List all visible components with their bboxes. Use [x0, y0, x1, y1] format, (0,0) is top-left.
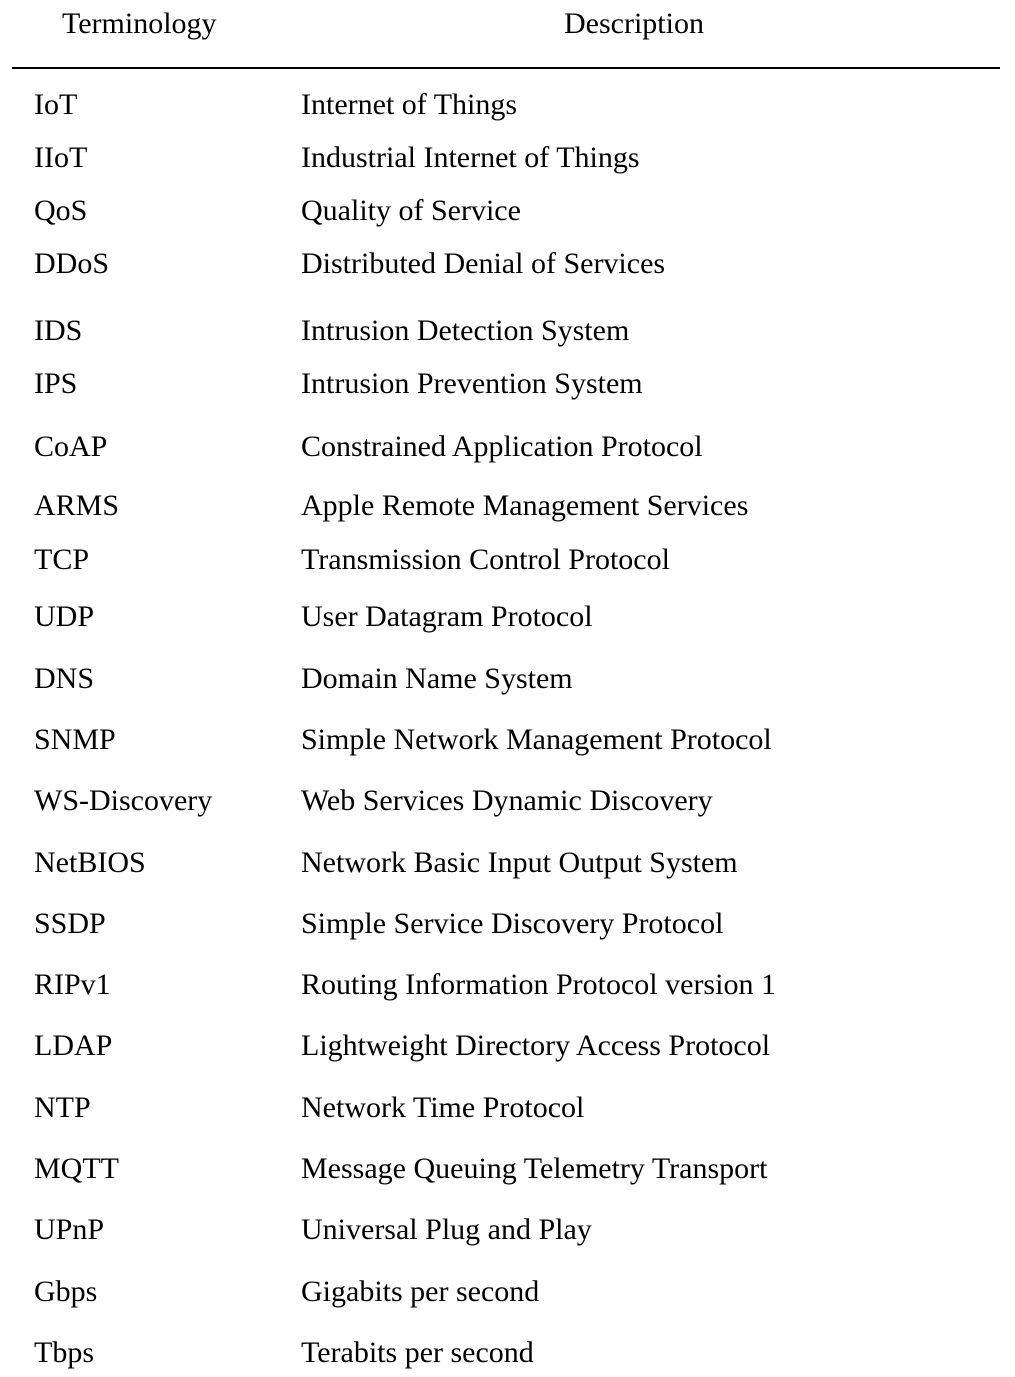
- table-row: [0, 244, 1015, 284]
- description-cell: Network Time Protocol: [301, 1091, 585, 1124]
- table-row: [0, 843, 1015, 883]
- term-cell: UDP: [34, 600, 95, 633]
- table-row: [0, 427, 1015, 467]
- description-cell: Terabits per second: [301, 1336, 534, 1369]
- table-row: [0, 720, 1015, 760]
- description-cell: Distributed Denial of Services: [301, 247, 666, 280]
- table-row: [0, 1026, 1015, 1066]
- description-cell: Message Queuing Telemetry Transport: [301, 1152, 768, 1185]
- table-row: [0, 1149, 1015, 1189]
- description-cell: Apple Remote Management Services: [301, 489, 749, 522]
- table-row: [0, 138, 1015, 178]
- table-row: [0, 540, 1015, 580]
- table-row: [0, 311, 1015, 351]
- header-terminology: Terminology: [62, 7, 217, 40]
- table-row: [0, 659, 1015, 699]
- term-cell: DNS: [34, 662, 95, 695]
- term-cell: DDoS: [34, 247, 110, 280]
- description-cell: Lightweight Directory Access Protocol: [301, 1029, 771, 1062]
- description-cell: Internet of Things: [301, 88, 518, 121]
- term-cell: TCP: [34, 543, 90, 576]
- description-cell: Intrusion Prevention System: [301, 367, 643, 400]
- description-cell: User Datagram Protocol: [301, 600, 593, 633]
- table-row: [0, 781, 1015, 821]
- header-rule: [12, 67, 1000, 69]
- term-cell: RIPv1: [34, 968, 111, 1001]
- term-cell: CoAP: [34, 430, 108, 463]
- term-cell: SNMP: [34, 723, 116, 756]
- table-row: [0, 85, 1015, 125]
- table-row: [0, 486, 1015, 526]
- description-cell: Intrusion Detection System: [301, 314, 630, 347]
- table-row: [0, 191, 1015, 231]
- term-cell: UPnP: [34, 1213, 105, 1246]
- table-row: [0, 904, 1015, 944]
- term-cell: QoS: [34, 194, 88, 227]
- description-cell: Network Basic Input Output System: [301, 846, 738, 879]
- description-cell: Universal Plug and Play: [301, 1213, 592, 1246]
- description-cell: Quality of Service: [301, 194, 521, 227]
- description-cell: Routing Information Protocol version 1: [301, 968, 776, 1001]
- header-description: Description: [564, 7, 704, 40]
- table-row: [0, 965, 1015, 1005]
- table-row: [0, 364, 1015, 404]
- description-cell: Simple Service Discovery Protocol: [301, 907, 724, 940]
- description-cell: Industrial Internet of Things: [301, 141, 640, 174]
- term-cell: IPS: [34, 367, 78, 400]
- term-cell: Gbps: [34, 1275, 98, 1308]
- term-cell: IIoT: [34, 141, 88, 174]
- description-cell: Gigabits per second: [301, 1275, 540, 1308]
- term-cell: WS-Discovery: [34, 784, 213, 817]
- table-row: [0, 597, 1015, 637]
- term-cell: Tbps: [34, 1336, 94, 1369]
- table-row: [0, 1088, 1015, 1128]
- table-row: [0, 1333, 1015, 1373]
- term-cell: ARMS: [34, 489, 120, 522]
- description-cell: Web Services Dynamic Discovery: [301, 784, 713, 817]
- table-row: [0, 1210, 1015, 1250]
- description-cell: Transmission Control Protocol: [301, 543, 670, 576]
- description-cell: Simple Network Management Protocol: [301, 723, 772, 756]
- description-cell: Constrained Application Protocol: [301, 430, 703, 463]
- table-row: [0, 1272, 1015, 1312]
- description-cell: Domain Name System: [301, 662, 573, 695]
- term-cell: LDAP: [34, 1029, 113, 1062]
- term-cell: IDS: [34, 314, 83, 347]
- term-cell: IoT: [34, 88, 78, 121]
- term-cell: SSDP: [34, 907, 106, 940]
- term-cell: NetBIOS: [34, 846, 146, 879]
- term-cell: NTP: [34, 1091, 91, 1124]
- term-cell: MQTT: [34, 1152, 119, 1185]
